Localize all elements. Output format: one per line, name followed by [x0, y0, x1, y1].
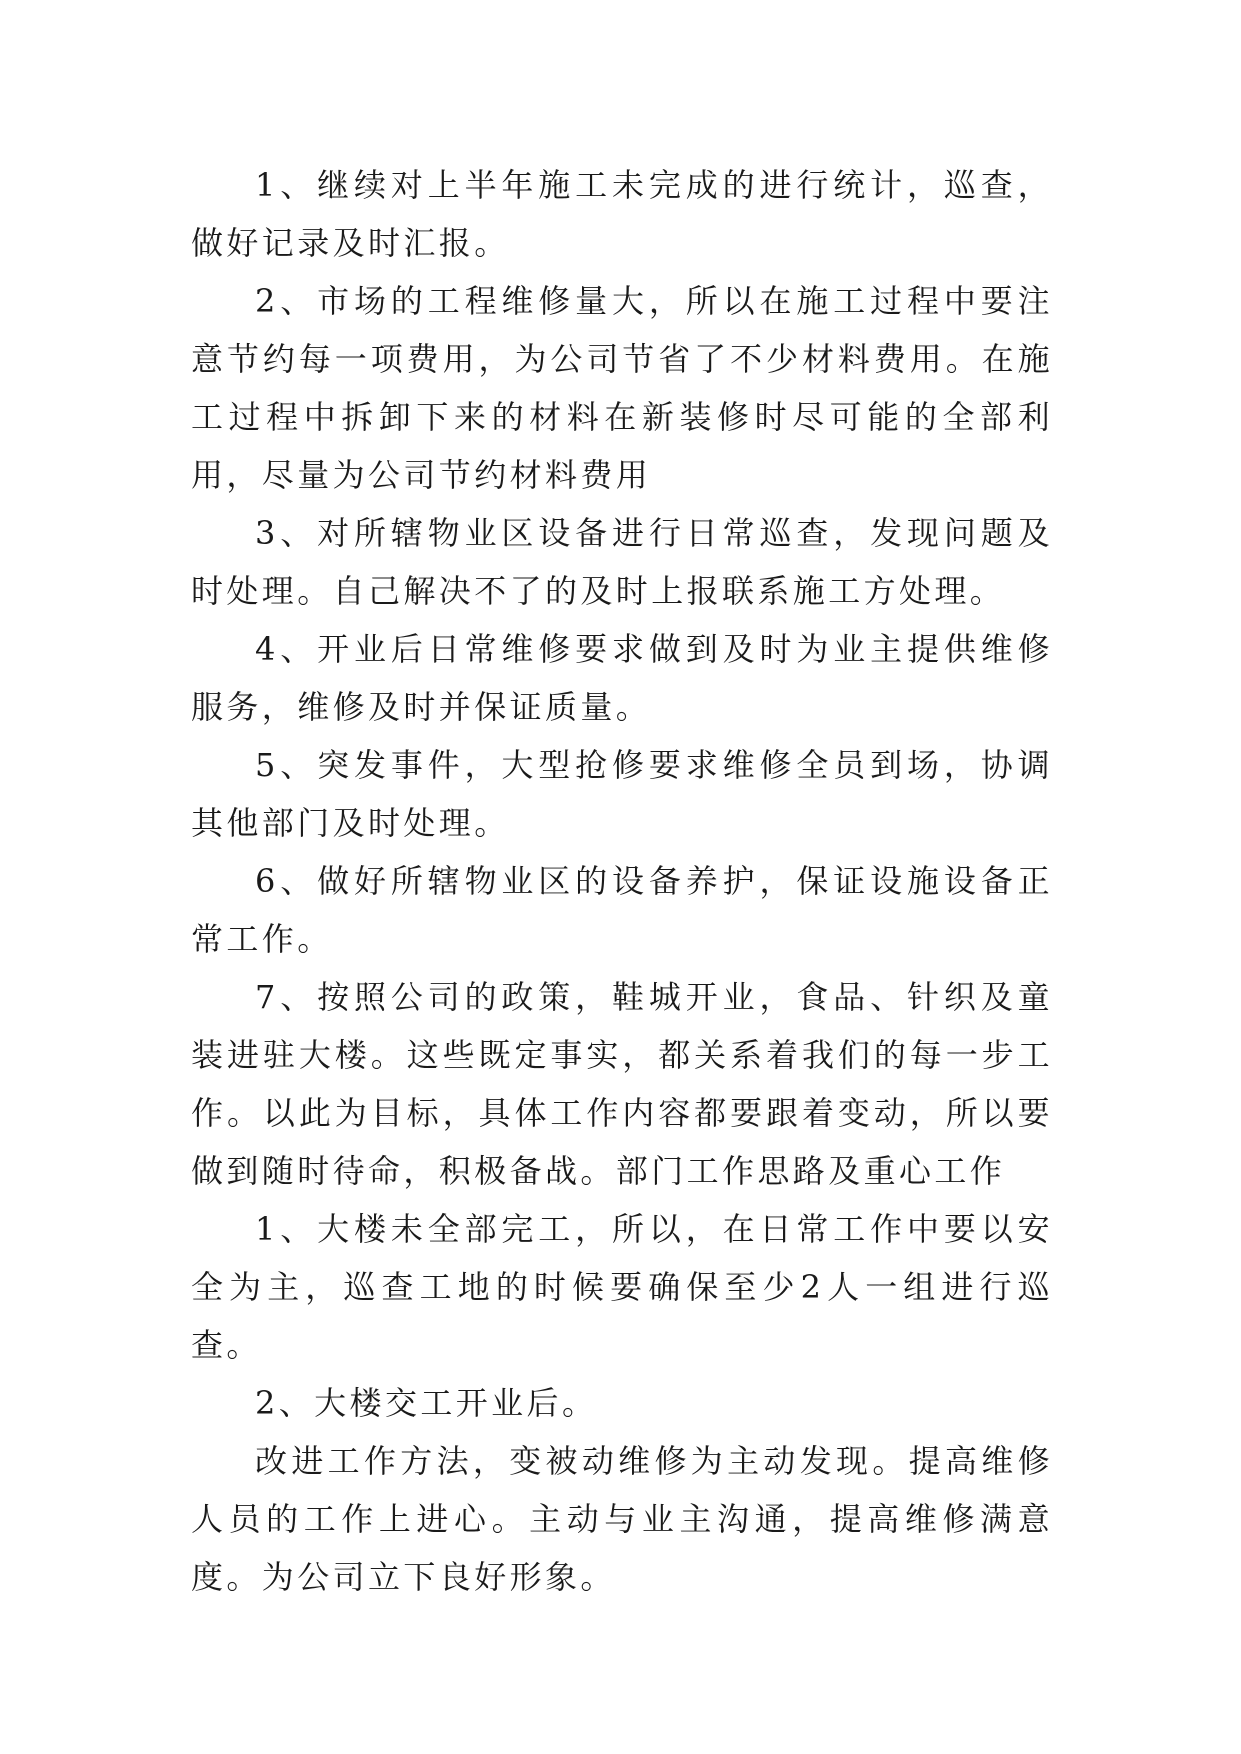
paragraph-1: 1、继续对上半年施工未完成的进行统计，巡查，做好记录及时汇报。	[191, 166, 1053, 262]
paragraph-7: 7、按照公司的政策，鞋城开业，食品、针织及童装进驻大楼。这些既定事实，都关系着我们的每一步工作。以此为目标，具体工作内容都要跟着变动，所以要做到随时待命，积极备战。部门工作思路及重心工作	[191, 978, 1053, 1190]
paragraph-9: 2、大楼交工开业后。	[255, 1384, 598, 1422]
paragraph-3: 3、对所辖物业区设备进行日常巡查，发现问题及时处理。自己解决不了的及时上报联系施工方处理。	[191, 514, 1053, 610]
paragraph-8: 1、大楼未全部完工，所以，在日常工作中要以安全为主，巡查工地的时候要确保至少2人一组进行巡查。	[191, 1210, 1053, 1364]
paragraph-4: 4、开业后日常维修要求做到及时为业主提供维修服务，维修及时并保证质量。	[191, 630, 1053, 726]
document-body	[191, 156, 1053, 1606]
paragraph-10: 改进工作方法，变被动维修为主动发现。提高维修人员的工作上进心。主动与业主沟通，提高维修满意度。为公司立下良好形象。	[191, 1442, 1053, 1596]
paragraph-6: 6、做好所辖物业区的设备养护，保证设施设备正常工作。	[191, 862, 1053, 958]
paragraph-2: 2、市场的工程维修量大，所以在施工过程中要注意节约每一项费用，为公司节省了不少材料费用。在施工过程中拆卸下来的材料在新装修时尽可能的全部利用，尽量为公司节约材料费用	[191, 282, 1053, 494]
paragraph-5: 5、突发事件，大型抢修要求维修全员到场，协调其他部门及时处理。	[191, 746, 1053, 842]
